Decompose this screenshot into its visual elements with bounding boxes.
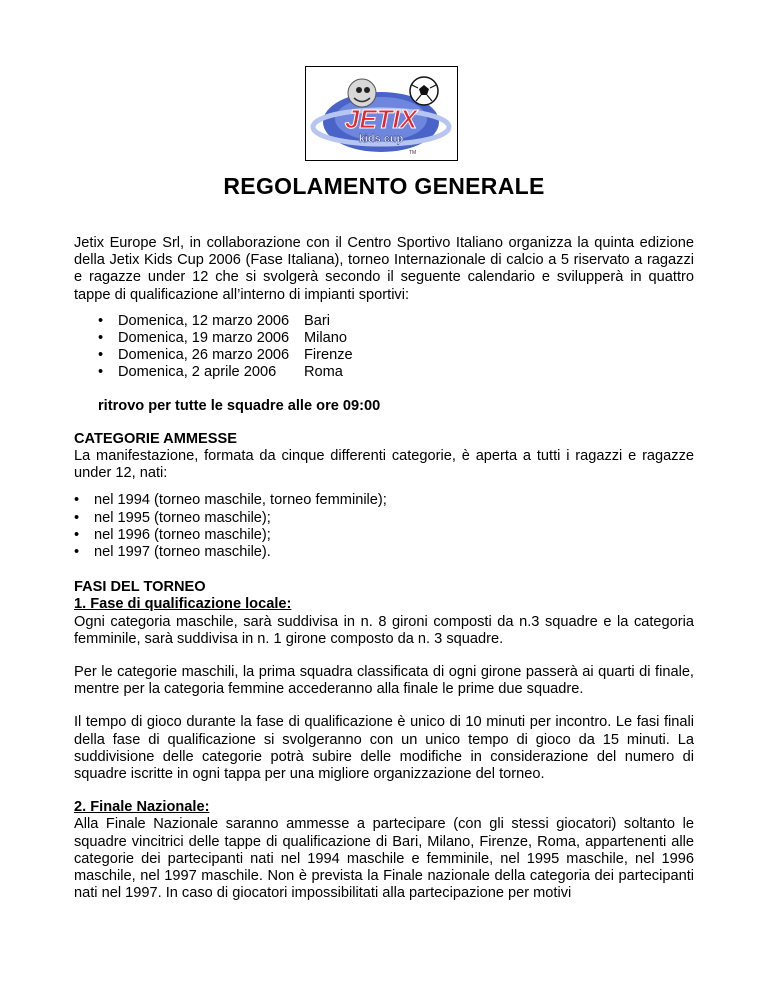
- schedule-item: [98, 364, 694, 381]
- categorie-heading: CATEGORIE AMMESSE: [74, 430, 237, 447]
- categoria-item: [74, 544, 694, 561]
- schedule-list: [74, 313, 694, 382]
- schedule-city: Milano: [304, 330, 347, 346]
- schedule-item: [98, 330, 694, 347]
- categoria-text: nel 1996 (torneo maschile);: [94, 526, 271, 543]
- schedule-city: Bari: [304, 312, 330, 329]
- schedule-date: Domenica, 12 marzo 2006: [118, 312, 290, 329]
- schedule-date: Domenica, 26 marzo 2006: [118, 347, 290, 364]
- logo-subtitle: kids cup: [358, 133, 404, 145]
- soccer-ball-icon: [410, 77, 438, 105]
- fase2-heading: 2. Finale Nazionale:: [74, 799, 210, 816]
- bullet-icon: •: [74, 509, 80, 526]
- fase2-paragraph-1: Alla Finale Nazionale saranno ammesse a partecipare (con gli stessi giocatori) soltanto le squadre vincitrici delle tappe di qualificazione di Bari, Milano, Firenze, Roma, appartenenti alle categorie dei partecipanti nati nel 1994 maschile e femminile, nel 1995 maschile, nel 1996 maschile, nel 1997 maschile. Non è prevista la Finale nazionale della categoria dei partecipanti nati nel 1997. In caso di giocatori impossibilitati alla partecipazione per motivi: [74, 816, 694, 902]
- schedule-item: [98, 347, 694, 364]
- schedule-city: Roma: [304, 364, 343, 381]
- fase1-heading: 1. Fase di qualificazione locale:: [74, 596, 292, 613]
- fase1-paragraph-2: Per le categorie maschili, la prima squadra classificata di ogni girone passerà ai quarti di finale, mentre per la categoria femmine accederanno alla finale le prime due squadre.: [74, 663, 694, 698]
- soccer-ball-mascot-logo-icon: [306, 67, 457, 160]
- logo-trademark: TM: [409, 150, 417, 156]
- bullet-icon: •: [98, 364, 104, 381]
- schedule-city: Firenze: [304, 347, 353, 364]
- schedule-item: [98, 313, 694, 330]
- bullet-icon: •: [98, 330, 104, 346]
- fase1-paragraph-3: Il tempo di gioco durante la fase di qualificazione è unico di 10 minuti per incontro. Le fasi finali della fase di qualificazione si svolgeranno con un unico tempo di gioco da 15 minuti. La suddivisione delle categorie potrà subire delle modifiche in considerazione del numero di squadre iscritte in ogni tappa per una migliore organizzazione del torneo.: [74, 714, 694, 782]
- document-body: [74, 235, 694, 902]
- bullet-icon: •: [74, 543, 80, 560]
- categoria-item: [74, 510, 694, 527]
- jetix-kids-cup-logo: [305, 66, 458, 161]
- schedule-date: Domenica, 19 marzo 2006: [118, 330, 290, 346]
- intro-paragraph: Jetix Europe Srl, in collaborazione con il Centro Sportivo Italiano organizza la quinta edizione della Jetix Kids Cup 2006 (Fase Italiana), torneo Internazionale di calcio a 5 riservato a ragazzi e ragazze under 12 che si svolgerà secondo il seguente calendario e svilupperà in quattro tappe di qualificazione all’interno di impianti sportivi:: [74, 235, 694, 303]
- categoria-text: nel 1997 (torneo maschile).: [94, 543, 271, 560]
- page-title: REGOLAMENTO GENERALE: [223, 173, 545, 199]
- schedule-date: Domenica, 2 aprile 2006: [118, 364, 277, 381]
- categoria-item: [74, 527, 694, 544]
- categorie-text: La manifestazione, formata da cinque differenti categorie, è aperta a tutti i ragazzi e ragazze under 12, nati:: [74, 447, 694, 482]
- fasi-heading: FASI DEL TORNEO: [74, 579, 206, 596]
- categoria-text: nel 1995 (torneo maschile);: [94, 509, 271, 526]
- mascot-shape: [348, 79, 376, 107]
- categoria-item: [74, 492, 694, 509]
- categorie-list: [74, 492, 694, 561]
- logo-brand: JETIX: [344, 104, 418, 134]
- bullet-icon: •: [98, 312, 104, 329]
- categoria-text: nel 1994 (torneo maschile, torneo femminile);: [94, 492, 387, 509]
- bullet-icon: •: [74, 492, 80, 509]
- ritrovo-note: ritrovo per tutte le squadre alle ore 09:00: [98, 397, 381, 414]
- fase1-paragraph-1: Ogni categoria maschile, sarà suddivisa in n. 8 gironi composti da n.3 squadre e la categoria femminile, sarà suddivisa in n. 1 girone composto da n. 3 squadre.: [74, 613, 694, 647]
- bullet-icon: •: [74, 526, 80, 543]
- bullet-icon: •: [98, 347, 104, 364]
